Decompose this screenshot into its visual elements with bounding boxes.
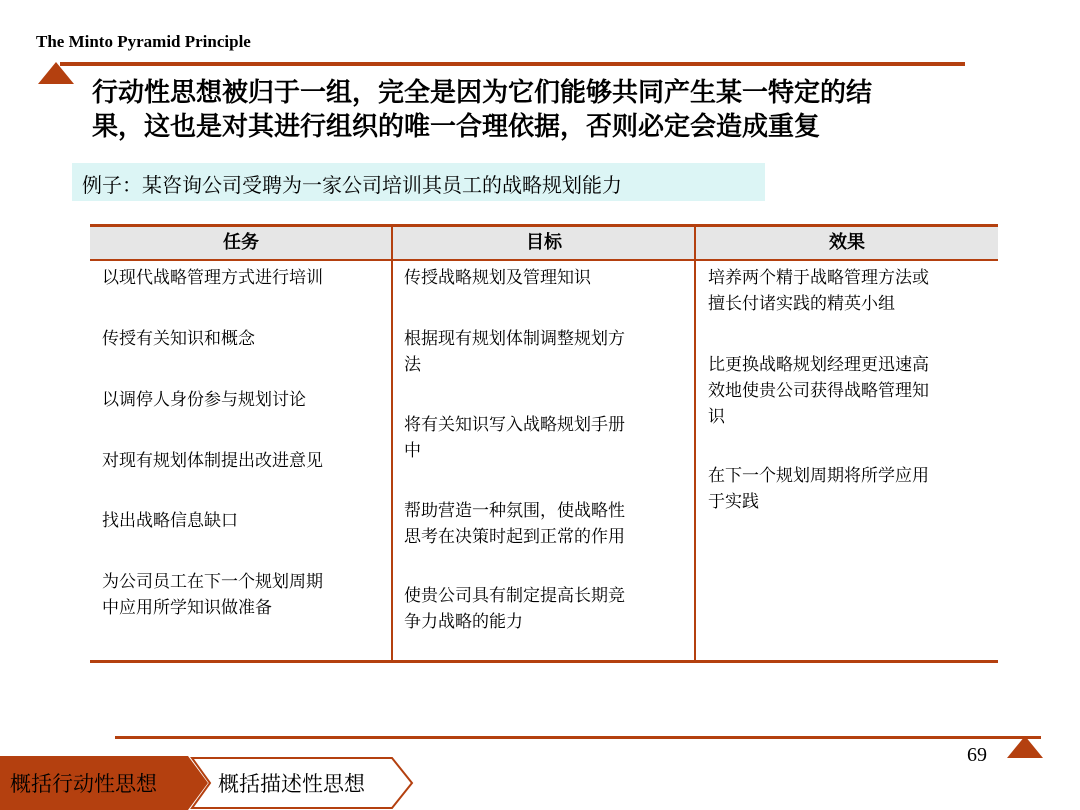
task-item-line: 对现有规划体制提出改进意见 <box>102 451 323 471</box>
nav-tab-active-label: 概括行动性思想 <box>10 772 157 796</box>
goal-item-line: 传授战略规划及管理知识 <box>404 268 591 288</box>
task-goal-effect-table <box>90 224 998 662</box>
task-item <box>102 508 238 534</box>
table-bottom-rule <box>90 660 998 663</box>
top-divider <box>60 62 965 66</box>
effect-item-line: 效地使贵公司获得战略管理知 <box>708 381 929 401</box>
task-item-line: 中应用所学知识做准备 <box>102 598 272 618</box>
effect-item <box>708 463 929 515</box>
goal-item-line: 争力战略的能力 <box>404 612 523 632</box>
effect-item-line: 培养两个精于战略管理方法或 <box>708 268 929 288</box>
effect-item-line: 擅长付诸实践的精英小组 <box>708 294 895 314</box>
task-item <box>102 448 323 474</box>
task-item-line: 找出战略信息缺口 <box>102 511 238 531</box>
task-item-line: 以现代战略管理方式进行培训 <box>102 268 323 288</box>
effect-item-line: 在下一个规划周期将所学应用 <box>708 466 929 486</box>
triangle-marker-icon <box>38 62 74 84</box>
example-callout <box>72 163 765 201</box>
headline-line-2: 果，这也是对其进行组织的唯一合理依据，否则必定会造成重复 <box>92 112 821 142</box>
goal-item <box>404 583 625 635</box>
table-header-rule <box>90 259 998 261</box>
task-item <box>102 265 323 291</box>
effect-item-line: 识 <box>708 407 725 427</box>
bottom-divider <box>115 736 1041 739</box>
task-item-line: 以调停人身份参与规划讨论 <box>102 390 306 410</box>
task-item-line: 为公司员工在下一个规划周期 <box>102 572 323 592</box>
book-title: The Minto Pyramid Principle <box>36 32 251 51</box>
slide-headline <box>92 76 1022 144</box>
task-item <box>102 569 323 621</box>
goal-item-line: 思考在决策时起到正常的作用 <box>404 527 625 547</box>
task-item <box>102 326 255 352</box>
column-divider <box>694 227 696 660</box>
effect-item-line: 于实践 <box>708 492 759 512</box>
column-header-task: 任务 <box>223 232 259 253</box>
effect-item <box>708 265 929 317</box>
nav-tab-next[interactable] <box>190 756 415 810</box>
goal-item <box>404 412 625 464</box>
goal-item <box>404 498 625 550</box>
column-header-goal: 目标 <box>526 232 562 253</box>
column-header-effect: 效果 <box>829 232 865 253</box>
headline-line-1: 行动性思想被归于一组，完全是因为它们能够共同产生某一特定的结 <box>92 78 873 108</box>
nav-tab-next-label: 概括描述性思想 <box>218 772 365 796</box>
example-text: 例子：某咨询公司受聘为一家公司培训其员工的战略规划能力 <box>82 173 622 197</box>
goal-item-line: 根据现有规划体制调整规划方 <box>404 329 625 349</box>
task-item-line: 传授有关知识和概念 <box>102 329 255 349</box>
goal-item-line: 使贵公司具有制定提高长期竞 <box>404 586 625 606</box>
task-item <box>102 387 306 413</box>
goal-item-line: 将有关知识写入战略规划手册 <box>404 415 625 435</box>
page-number: 69 <box>967 744 987 766</box>
goal-item-line: 法 <box>404 355 421 375</box>
effect-item-line: 比更换战略规划经理更迅速高 <box>708 355 929 375</box>
goal-item-line: 中 <box>404 441 421 461</box>
goal-item <box>404 265 591 291</box>
goal-item <box>404 326 625 378</box>
triangle-marker-icon <box>1007 736 1043 758</box>
effect-item <box>708 352 929 430</box>
nav-tab-active[interactable] <box>0 756 210 810</box>
column-divider <box>391 227 393 660</box>
goal-item-line: 帮助营造一种氛围，使战略性 <box>404 501 625 521</box>
